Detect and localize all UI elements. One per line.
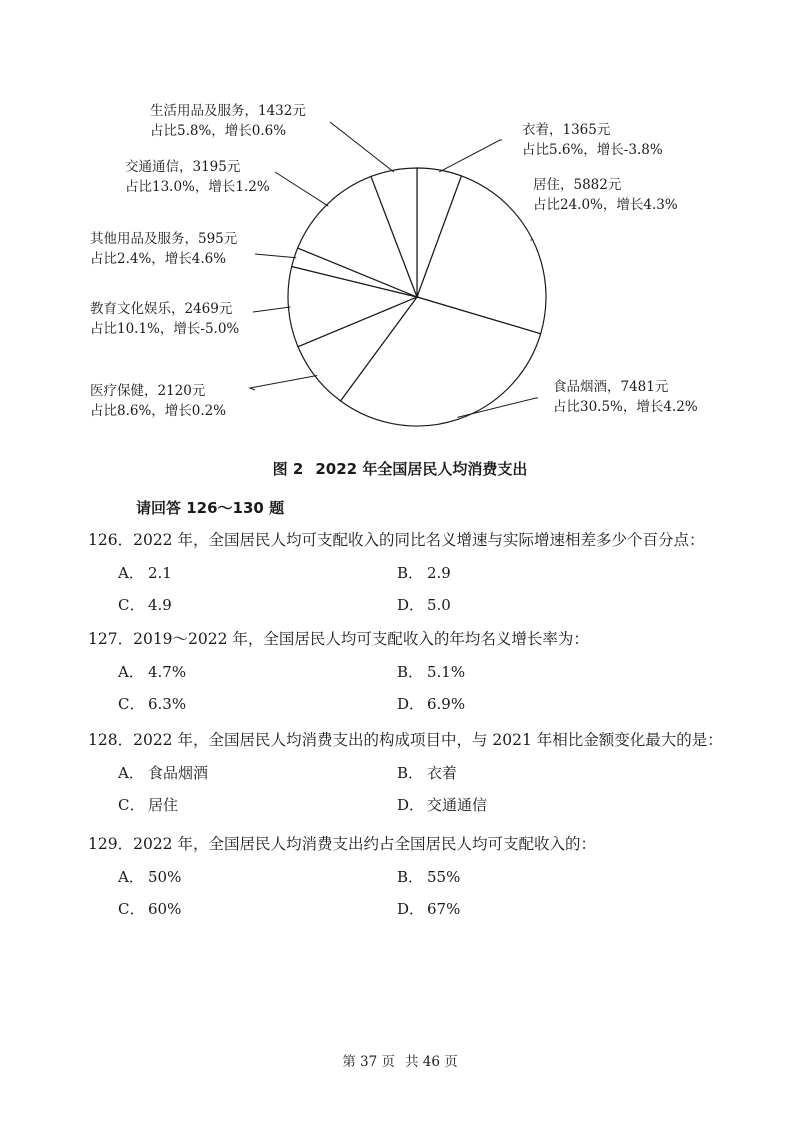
question [0, 832, 800, 968]
leader-line [275, 172, 328, 206]
option-letter: B． [397, 663, 424, 681]
option-letter: C． [118, 596, 145, 614]
pie-chart [0, 0, 800, 450]
option-a[interactable] [118, 866, 181, 887]
option-text: 衣着 [427, 764, 458, 782]
option-text: 2.1 [148, 564, 172, 582]
option-letter: D． [397, 596, 425, 614]
option-letter: B． [397, 764, 424, 782]
question-text: 2022 年，全国居民人均消费支出约占全国居民人均可支配收入的： [133, 835, 596, 853]
chart-title: 2022 年全国居民人均消费支出 [315, 460, 528, 478]
option-letter: D． [397, 695, 425, 713]
slice-label: 医疗保健，2120元 [90, 383, 206, 399]
option-letter: C． [118, 796, 145, 814]
slice-share-label: 占比10.1%，增长-5.0% [90, 321, 240, 337]
option-letter: B． [397, 564, 424, 582]
slice-share-label: 占比13.0%，增长1.2% [125, 179, 270, 195]
option-c[interactable] [118, 594, 172, 615]
option-d[interactable] [397, 693, 465, 714]
question-stem [88, 528, 704, 550]
question-stem [88, 728, 723, 750]
option-b[interactable] [397, 562, 451, 583]
option-d[interactable] [397, 594, 451, 615]
slice-share-label: 占比2.4%，增长4.6% [90, 251, 227, 267]
option-a[interactable] [118, 762, 208, 783]
question-text: 2019～2022 年，全国居民人均可支配收入的年均名义增长率为： [133, 630, 589, 648]
option-text: 5.1% [427, 663, 466, 681]
option-letter: C． [118, 695, 145, 713]
question-stem [88, 832, 596, 854]
figure-caption [0, 458, 800, 479]
option-text: 60% [148, 900, 182, 918]
page-footer [0, 1050, 800, 1070]
option-text: 5.0 [427, 596, 451, 614]
question-number: 128． [88, 731, 134, 749]
option-text: 2.9 [427, 564, 451, 582]
slice-share-label: 占比5.8%，增长0.6% [150, 123, 287, 139]
option-text: 6.9% [427, 695, 466, 713]
option-text: 4.9 [148, 596, 172, 614]
option-letter: D． [397, 900, 425, 918]
option-a[interactable] [118, 661, 186, 682]
option-letter: A． [118, 868, 144, 886]
option-text: 交通通信 [427, 796, 488, 814]
option-c[interactable] [118, 898, 181, 919]
pie-slices [288, 168, 546, 426]
slice-share-label: 占比5.6%，增长-3.8% [522, 142, 663, 158]
slice-label: 食品烟酒，7481元 [553, 379, 669, 395]
leader-line [253, 307, 290, 312]
leader-line [255, 254, 296, 258]
leader-line [439, 140, 502, 172]
question-number: 129． [88, 835, 134, 853]
option-letter: B． [397, 868, 424, 886]
question-text: 2022 年，全国居民人均可支配收入的同比名义增速与实际增速相差多少个百分点： [133, 531, 705, 549]
option-text: 55% [427, 868, 461, 886]
option-letter: C． [118, 900, 145, 918]
slice-share-label: 占比24.0%，增长4.3% [533, 197, 678, 213]
question-number: 126． [88, 531, 134, 549]
slice-label: 教育文化娱乐，2469元 [90, 301, 233, 317]
option-b[interactable] [397, 866, 460, 887]
option-d[interactable] [397, 898, 460, 919]
option-text: 50% [148, 868, 182, 886]
option-d[interactable] [397, 794, 487, 815]
slice-share-label: 占比8.6%，增长0.2% [90, 403, 227, 419]
option-text: 4.7% [148, 663, 187, 681]
question-text: 2022 年，全国居民人均消费支出的构成项目中，与 2021 年相比金额变化最大的是： [133, 731, 723, 749]
option-letter: D． [397, 796, 425, 814]
figure-label: 图 2 [272, 460, 304, 478]
option-letter: A． [118, 764, 144, 782]
option-text: 6.3% [148, 695, 187, 713]
option-letter: A． [118, 564, 144, 582]
question-stem [88, 627, 589, 649]
option-b[interactable] [397, 762, 457, 783]
leader-line [250, 375, 317, 390]
slice-label: 衣着，1365元 [522, 122, 611, 138]
option-b[interactable] [397, 661, 465, 682]
slice-label: 其他用品及服务，595元 [90, 231, 238, 247]
option-c[interactable] [118, 693, 186, 714]
instruction: 请回答 126～130 题 [136, 499, 285, 517]
page-number: 第 37 页 [342, 1054, 395, 1070]
leader-line [330, 122, 394, 172]
option-text: 67% [427, 900, 461, 918]
option-a[interactable] [118, 562, 172, 583]
option-c[interactable] [118, 794, 178, 815]
slice-share-label: 占比30.5%，增长4.2% [553, 399, 698, 415]
slice-label: 居住，5882元 [533, 177, 622, 193]
page-total: 共 46 页 [405, 1054, 458, 1070]
slice-label: 生活用品及服务，1432元 [150, 103, 306, 119]
option-letter: A． [118, 663, 144, 681]
question-number: 127． [88, 630, 134, 648]
slice-label: 交通通信，3195元 [125, 159, 241, 175]
option-text: 居住 [148, 796, 179, 814]
option-text: 食品烟酒 [148, 764, 209, 782]
